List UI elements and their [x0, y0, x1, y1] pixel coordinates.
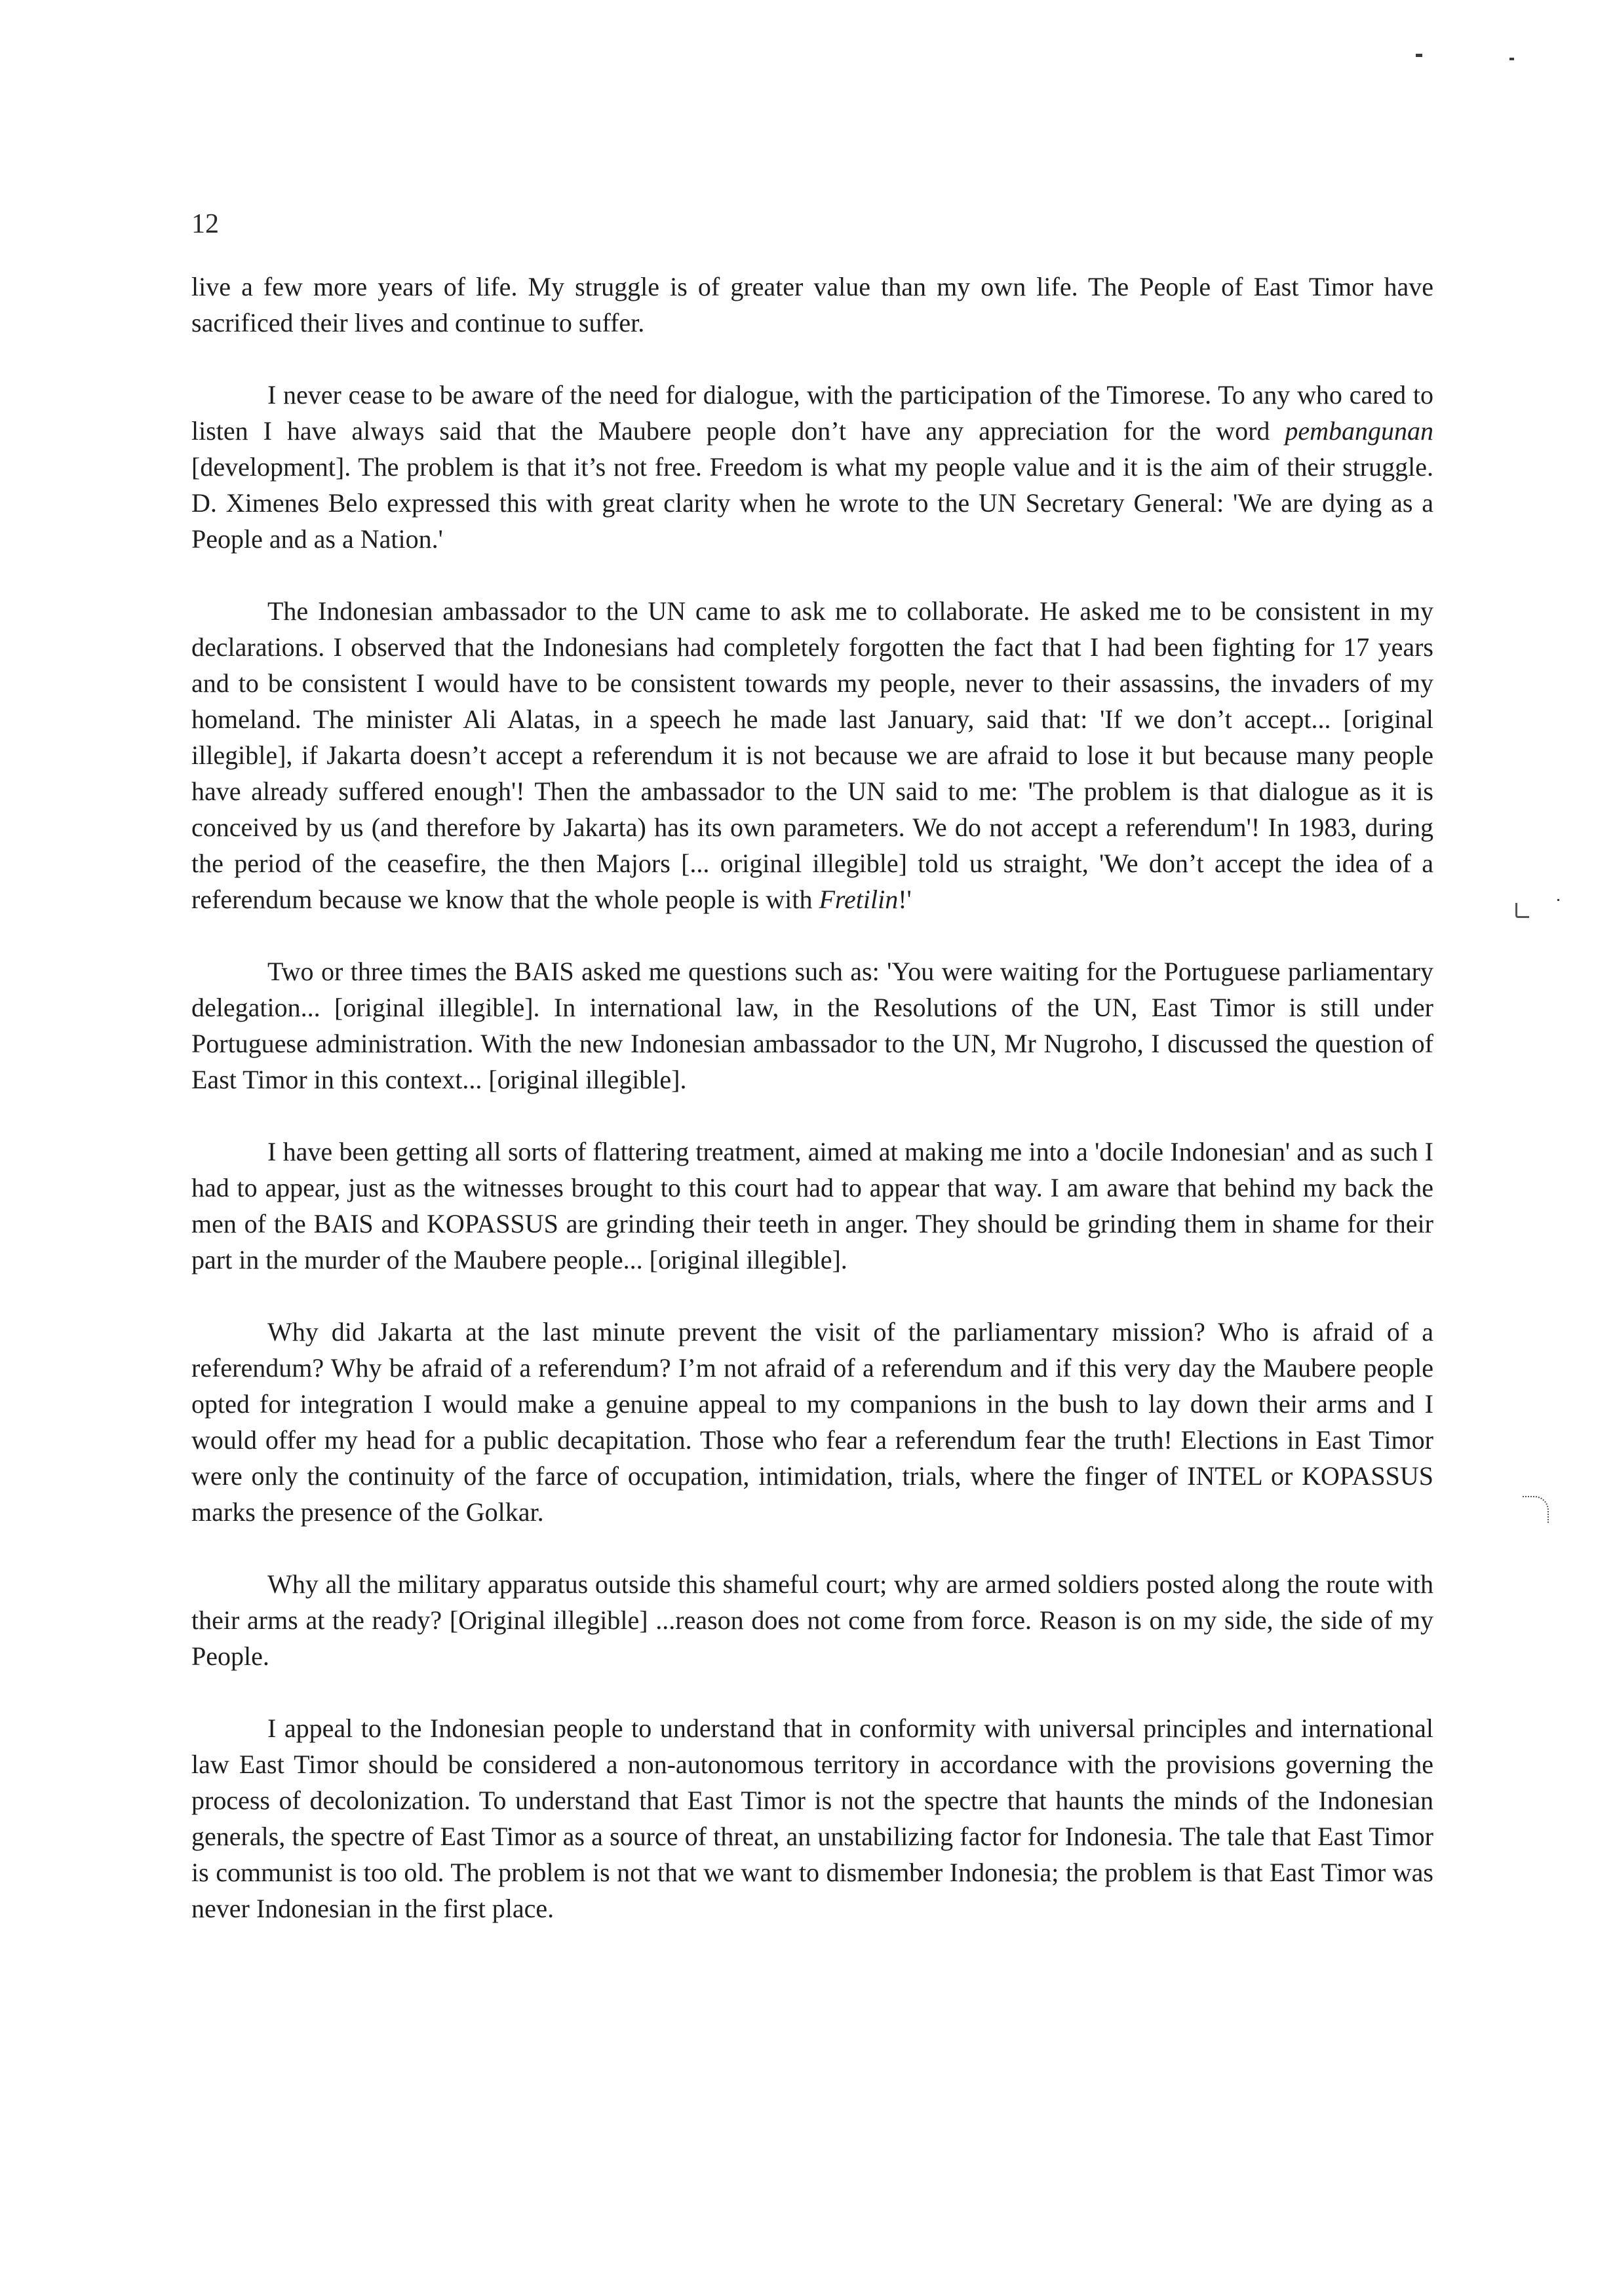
- paragraph-2-italic-term: pembangunan: [1285, 416, 1433, 446]
- page-number: 12: [191, 209, 219, 239]
- document-body: [191, 269, 1433, 1926]
- paragraph-1: live a few more years of life. My struggle is of greater value than my own life. The People of East Timor have sacrificed their lives and continue to suffer.: [191, 272, 1433, 337]
- paragraph-3-end: !': [898, 885, 912, 914]
- paragraph-4: Two or three times the BAIS asked me questions such as: 'You were waiting for the Portuguese parliamentary delegation... [original illegible]. In international law, in the Resolutions of the UN, East Timor is still under Portuguese administration. With the new Indonesian ambassador to the UN, Mr Nugroho, I discussed the question of East Timor in this context... [original illegible].: [191, 957, 1433, 1094]
- paragraph-3-italic-term: Fretilin: [819, 885, 899, 914]
- margin-mark: [1515, 903, 1529, 918]
- paragraph-6: Why did Jakarta at the last minute prevent the visit of the parliamentary mission? Who is afraid of a referendum? Why be afraid of a referendum? I’m not afraid of a referendum and if this very day the Maubere people opted for integration I would make a genuine appeal to my companions in the bush to lay down their arms and I would offer my head for a public decapitation. Those who fear a referendum fear the truth! Elections in East Timor were only the continuity of the farce of occupation, intimidation, trials, where the finger of INTEL or KOPASSUS marks the presence of the Golkar.: [191, 1317, 1433, 1527]
- margin-mark: [1523, 1496, 1549, 1523]
- paragraph-5: I have been getting all sorts of flattering treatment, aimed at making me into a 'docile Indonesian' and as such I had to appear, just as the witnesses brought to this court had to appear that way. I am aware that behind my back the men of the BAIS and KOPASSUS are grinding their teeth in anger. They should be grinding them in shame for their part in the murder of the Maubere people... [original illegible].: [191, 1137, 1433, 1274]
- paragraph-2: [191, 377, 1433, 557]
- paragraph-3: [191, 593, 1433, 917]
- paragraph-3-text: The Indonesian ambassador to the UN came to ask me to collaborate. He asked me to be consistent in my declarations. I observed that the Indonesians had completely forgotten the fact that I had been fighting for 17 years and to be consistent I would have to be consistent towards my people, never to their assassins, the invaders of my homeland. The minister Ali Alatas, in a speech he made last January, said that: 'If we don’t accept... [original illegible], if Jakarta doesn’t accept a referendum it is not because we are afraid to lose it but because many people have already suffered enough'! Then the ambassador to the UN said to me: 'The problem is that dialogue as it is conceived by us (and therefore by Jakarta) has its own parameters. We do not accept a referendum'! In 1983, during the period of the ceasefire, the then Majors [... original illegible] told us straight, 'We don’t accept the idea of a referendum because we know that the whole people is with: [191, 596, 1433, 914]
- scan-speck: [1509, 58, 1514, 60]
- paragraph-2-continuation: [development]. The problem is that it’s not free. Freedom is what my people value and it is the aim of their struggle. D. Ximenes Belo expressed this with great clarity when he wrote to the UN Secretary General: 'We are dying as a People and as a Nation.': [191, 452, 1433, 554]
- paragraph-7: Why all the military apparatus outside this shameful court; why are armed soldiers posted along the route with their arms at the ready? [Original illegible] ...reason does not come from force. Reason is on my side, the side of my People.: [191, 1569, 1433, 1671]
- scan-speck: [1416, 54, 1422, 57]
- scan-speck: [1557, 899, 1559, 901]
- paragraph-8: I appeal to the Indonesian people to understand that in conformity with universal principles and international law East Timor should be considered a non-autonomous territory in accordance with the provisions governing the process of decolonization. To understand that East Timor is not the spectre that haunts the minds of the Indonesian generals, the spectre of East Timor as a source of threat, an unstabilizing factor for Indonesia. The tale that East Timor is communist is too old. The problem is not that we want to dismember Indonesia; the problem is that East Timor was never Indonesian in the first place.: [191, 1713, 1433, 1923]
- paragraph-2-text: I never cease to be aware of the need for dialogue, with the participation of the Timorese. To any who cared to listen I have always said that the Maubere people don’t have any appreciation for the word: [191, 380, 1433, 446]
